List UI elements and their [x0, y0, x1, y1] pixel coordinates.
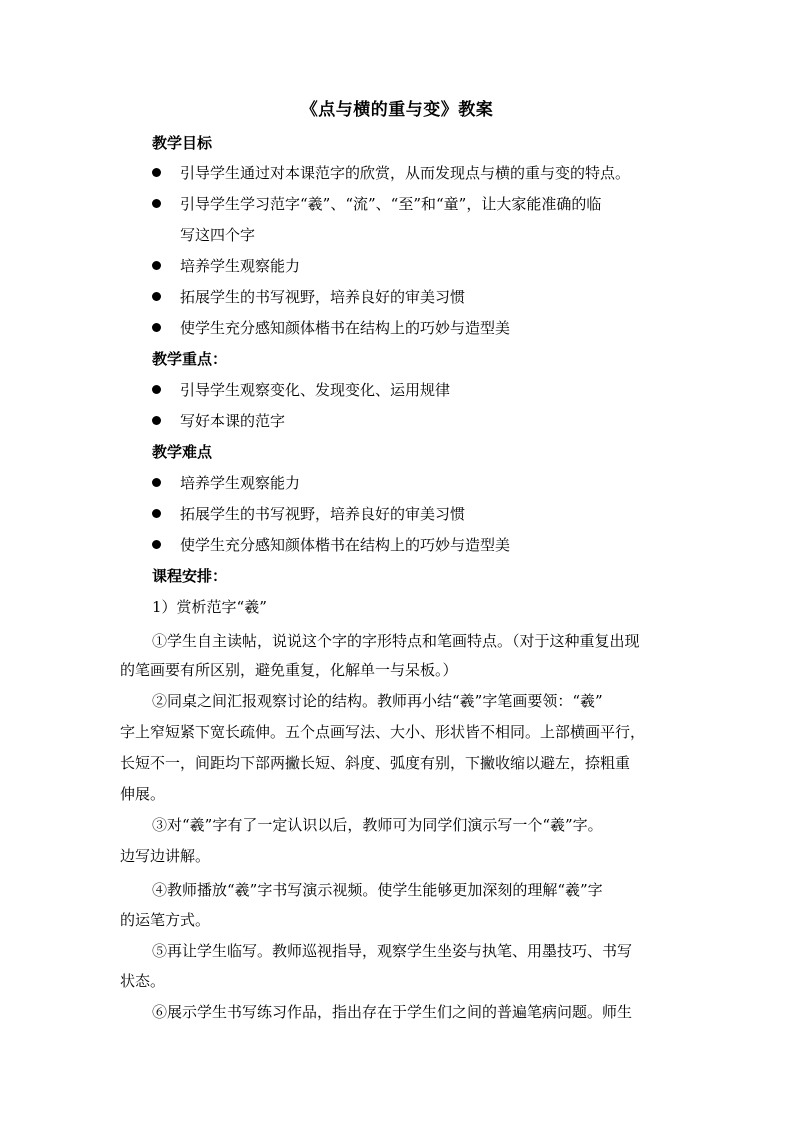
- bullet-icon: [152, 261, 161, 270]
- paragraph-line: 伸展。: [120, 785, 166, 803]
- bullet-icon: [152, 385, 161, 394]
- list-item: 培养学生观察能力: [180, 474, 301, 492]
- list-item: 拓展学生的书写视野，培养良好的审美习惯: [180, 505, 466, 523]
- list-item: 培养学生观察能力: [180, 257, 301, 275]
- bullet-icon: [152, 478, 161, 487]
- bullet-icon: [152, 292, 161, 301]
- paragraph-line: ②同桌之间汇报观察讨论的结构。教师再小结“羲”字笔画要领：“羲”: [152, 692, 603, 710]
- section-heading-arrangement: 课程安排：: [152, 567, 228, 585]
- bullet-icon: [152, 199, 161, 208]
- list-item: 引导学生通过对本课范字的欣赏，从而发现点与横的重与变的特点。: [180, 164, 631, 182]
- list-item: 写好本课的范字: [180, 412, 286, 430]
- bullet-icon: [152, 168, 161, 177]
- bullet-icon: [152, 416, 161, 425]
- list-item: 引导学生学习范字“羲”、“流”、“至”和“童”，让大家能准确的临: [180, 195, 602, 213]
- bullet-icon: [152, 323, 161, 332]
- paragraph-line: 边写边讲解。: [120, 847, 211, 865]
- paragraph-line: ①学生自主读帖，说说这个字的字形特点和笔画特点。（对于这种重复出现: [152, 632, 640, 650]
- paragraph-line: ⑤再让学生临写。教师巡视指导，观察学生坐姿与执笔、用墨技巧、书写: [152, 942, 633, 960]
- paragraph-line: 的笔画要有所区别，避免重复，化解单一与呆板。）: [120, 661, 458, 679]
- paragraph-line: ④教师播放“羲”字书写演示视频。使学生能够更加深刻的理解“羲”字: [152, 881, 603, 899]
- list-item: 使学生充分感知颜体楷书在结构上的巧妙与造型美: [180, 319, 511, 337]
- step-heading: 1）赏析范字“羲”: [152, 598, 267, 616]
- paragraph-line: ③对“羲”字有了一定认识以后，教师可为同学们演示写一个“羲”字。: [152, 816, 603, 834]
- list-item: 引导学生观察变化、发现变化、运用规律: [180, 381, 451, 399]
- paragraph-line: 的运笔方式。: [120, 911, 211, 929]
- bullet-icon: [152, 509, 161, 518]
- list-item: 拓展学生的书写视野，培养良好的审美习惯: [180, 288, 466, 306]
- paragraph-line: 字上窄短紧下宽长疏伸。五个点画写法、大小、形状皆不相同。上部横画平行，: [120, 723, 646, 741]
- bullet-icon: [152, 540, 161, 549]
- paragraph-line: 长短不一，间距均下部两撇长短、斜度、弧度有别，下撇收缩以避左，捺粗重: [120, 754, 631, 772]
- section-heading-difficulties: 教学难点: [152, 443, 213, 461]
- section-heading-goals: 教学目标: [152, 134, 213, 152]
- paragraph-line: ⑥展示学生书写练习作品，指出存在于学生们之间的普遍笔病问题。师生: [152, 1003, 633, 1021]
- list-item: 使学生充分感知颜体楷书在结构上的巧妙与造型美: [180, 536, 511, 554]
- paragraph-line: 状态。: [120, 972, 166, 990]
- list-item-continuation: 写这四个字: [180, 226, 256, 244]
- section-heading-key-points: 教学重点：: [152, 350, 228, 368]
- document-title: 《点与横的重与变》教案: [300, 100, 494, 120]
